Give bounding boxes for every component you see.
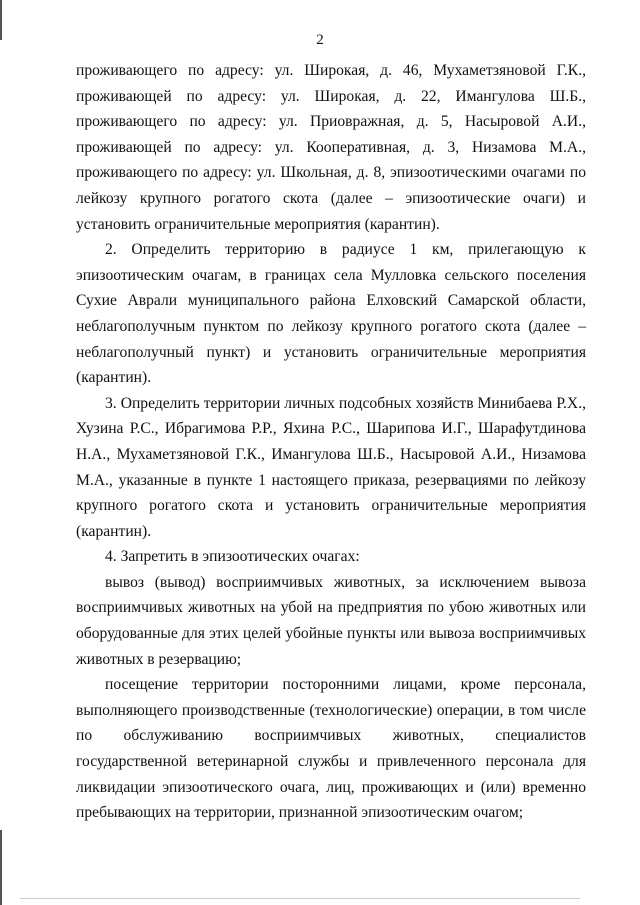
paragraph-prohibition-removal: вывоз (вывод) восприимчивых животных, за исключением вывоза восприимчивых животных на убой на предприятия по убою животных или оборудованные для этих целей убойные пункты или вывоза восприимчивых животных в резервацию; xyxy=(76,573,586,668)
paragraph-item-2: 2. Определить территорию в радиусе 1 км, прилегающую к эпизоотическим очагам, в границах села Мулловка сельского поселения Сухие Аврали муниципального района Елховский Самарской области, неблагополучным пунктом по лейкозу крупного рогатого скота (далее – неблагополучный пункт) и установить ограничительные мероприятия (карантин). xyxy=(76,241,586,387)
scan-edge-mark-bottom xyxy=(0,830,2,905)
document-body xyxy=(76,58,586,826)
page-bottom-edge xyxy=(20,898,580,899)
paragraph-item-4: 4. Запретить в эпизоотических очагах: xyxy=(105,548,360,566)
paragraph-item-3: 3. Определить территории личных подсобных хозяйств Минибаева Р.Х., Хузина Р.С., Ибрагимова Р.Р., Яхина Р.С., Шарипова И.Г., Шарафутдинова Н.А., Мухаметзяновой Г.К., Имангулова Ш.Б., Насыровой А.И., Низамова М.А., указанные в пункте 1 настоящего приказа, резервациями по лейкозу крупного рогатого скота и установить ограничительные мероприятия (карантин). xyxy=(76,394,586,540)
paragraph-address-list-continuation: проживающего по адресу: ул. Широкая, д. 46, Мухаметзяновой Г.К., проживающей по адресу: ул. Широкая, д. 22, Имангулова Ш.Б., проживающего по адресу: ул. Приовражная, д. 5, Насыровой А.И., проживающей по адресу: ул. Кооперативная, д. 3, Низамова М.А., проживающего по адресу: ул. Школьная, д. 8, эпизоотическими очагами по лейкозу крупного рогатого скота (далее – эпизоотические очаги) и установить ограничительные мероприятия (карантин). xyxy=(76,62,586,233)
page-number: 2 xyxy=(316,32,324,48)
paragraph-prohibition-visits: посещение территории посторонними лицами, кроме персонала, выполняющего производственные (технологические) операции, в том числе по обслуживанию восприимчивых животных, специалистов государственной ветеринарной службы и привлеченного персонала для ликвидации эпизоотического очага, лиц, проживающих и (или) временно пребывающих на территории, признанной эпизоотическим очагом; xyxy=(76,676,586,822)
